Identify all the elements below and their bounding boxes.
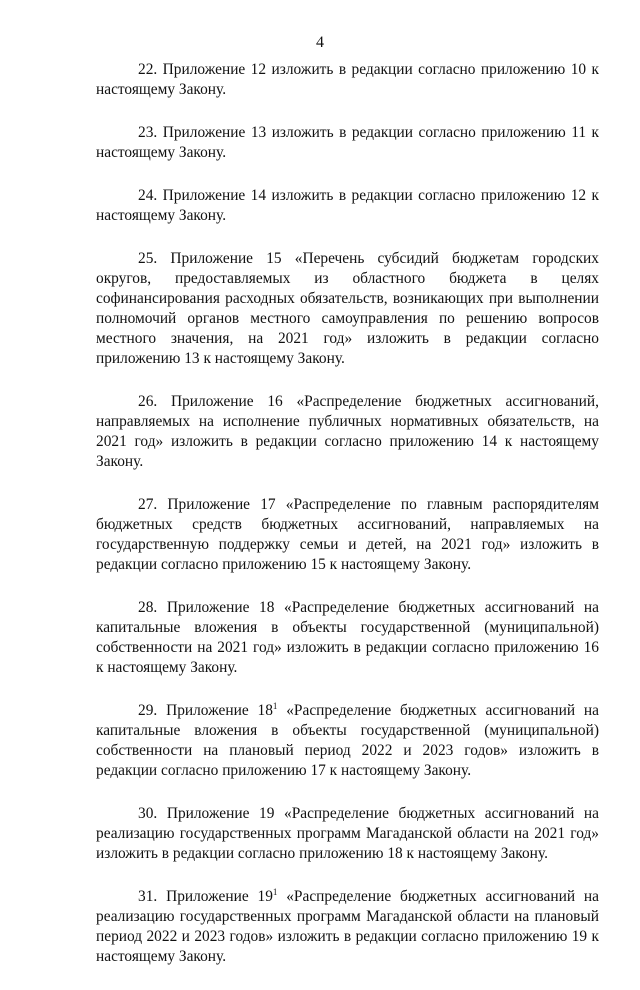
paragraph-24: 24. Приложение 14 изложить в редакции согласно приложению 12 к настоящему Закону. [96, 187, 599, 224]
document-body [96, 60, 599, 990]
paragraph-30: 30. Приложение 19 «Распределение бюджетных ассигнований на реализацию государственных программ Магаданской области на 2021 год» изложить в редакции согласно приложению 18 к настоящему Закону. [96, 805, 599, 862]
paragraph-22: 22. Приложение 12 изложить в редакции согласно приложению 10 к настоящему Закону. [96, 61, 599, 98]
paragraph-31-rest: «Распределение бюджетных ассигнований на реализацию государственных программ Магаданской области на плановый период 2022 и 2023 годов» изложить в редакции согласно приложению 19 к настоящему Закону. [96, 888, 599, 965]
paragraph-26: 26. Приложение 16 «Распределение бюджетных ассигнований, направляемых на исполнение публичных нормативных обязательств, на 2021 год» изложить в редакции согласно приложению 14 к настоящему Закону. [96, 393, 599, 470]
paragraph-25: 25. Приложение 15 «Перечень субсидий бюджетам городских округов, предоставляемых из областного бюджета в целях софинансирования расходных обязательств, возникающих при выполнении полномочий органов местного самоуправления по решению вопросов местного значения, на 2021 год» изложить в редакции согласно приложению 13 к настоящему Закону. [96, 250, 599, 367]
superscript-index: 1 [272, 887, 278, 897]
paragraph-31-lead: 31. Приложение 19 [138, 888, 273, 905]
paragraph-31 [96, 887, 599, 967]
paragraph-29 [96, 701, 599, 781]
paragraph-28: 28. Приложение 18 «Распределение бюджетных ассигнований на капитальные вложения в объекты государственной (муниципальной) собственности на 2021 год» изложить в редакции согласно приложению 16 к настоящему Закону. [96, 599, 599, 676]
paragraph-27: 27. Приложение 17 «Распределение по главным распорядителям бюджетных средств бюджетных ассигнований, направляемых на государственную поддержку семьи и детей, на 2021 год» изложить в редакции согласно приложению 15 к настоящему Закону. [96, 496, 599, 573]
page-number: 4 [316, 34, 324, 51]
paragraph-29-lead: 29. Приложение 18 [138, 702, 273, 719]
paragraph-23: 23. Приложение 13 изложить в редакции согласно приложению 11 к настоящему Закону. [96, 124, 599, 161]
superscript-index: 1 [272, 701, 278, 711]
paragraph-29-rest: «Распределение бюджетных ассигнований на капитальные вложения в объекты государственной (муниципальной) собственности на плановый период 2022 и 2023 годов» изложить в редакции согласно приложению 17 к настоящему Закону. [96, 702, 599, 779]
